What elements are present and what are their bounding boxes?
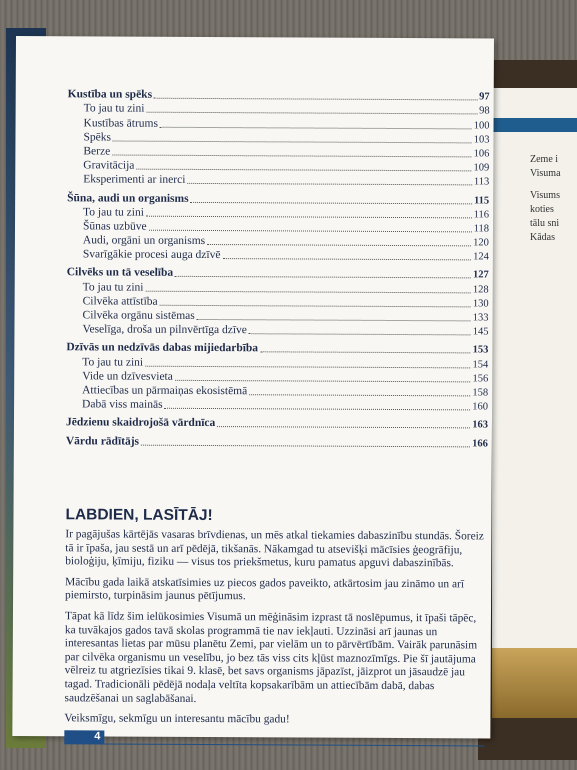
toc-label: Audi, orgāni un organisms bbox=[82, 234, 206, 248]
footer-rule bbox=[104, 743, 484, 746]
toc-leader-dots bbox=[260, 352, 471, 354]
right-page-line: koties bbox=[530, 204, 554, 215]
right-page-photo bbox=[492, 648, 577, 718]
toc-page-number: 124 bbox=[473, 251, 489, 263]
toc-label: Vide un dzīvesvieta bbox=[82, 370, 173, 383]
toc-label: To jau tu zini bbox=[82, 280, 144, 294]
toc-page-number: 106 bbox=[473, 148, 490, 160]
toc-leader-dots bbox=[112, 154, 471, 157]
toc-leader-dots bbox=[165, 408, 471, 411]
toc-leader-dots bbox=[160, 305, 471, 308]
toc-section bbox=[66, 415, 488, 431]
toc-leader-dots bbox=[249, 394, 470, 396]
right-page-accent-bar bbox=[492, 118, 577, 132]
toc-leader-dots bbox=[187, 183, 471, 185]
toc-leader-dots bbox=[146, 215, 472, 218]
paragraph: Mācību gada laikā atskatīsimies uz piecos gados paveikto, atkārtosim jau zināmo un arī piemirsto, turpināsim jaunus pētījumus. bbox=[65, 576, 465, 603]
toc-label: Cilvēka orgānu sistēmas bbox=[82, 309, 195, 322]
toc-page-number: 133 bbox=[472, 312, 489, 324]
toc-page-number: 113 bbox=[473, 176, 490, 188]
toc-label: Berze bbox=[83, 145, 111, 158]
toc-page-number: 109 bbox=[473, 162, 490, 174]
toc-page-number: 118 bbox=[473, 223, 490, 235]
toc-label: Dzīvās un nedzīvās dabas mijiedarbība bbox=[66, 341, 259, 355]
right-page-line: Zeme i bbox=[530, 154, 559, 165]
toc-page-number: 115 bbox=[473, 194, 490, 206]
greeting-body bbox=[64, 528, 485, 735]
toc-leader-dots bbox=[197, 319, 471, 321]
toc-leader-dots bbox=[154, 98, 477, 101]
toc-page-number: 103 bbox=[473, 134, 490, 146]
toc-leader-dots bbox=[149, 230, 472, 233]
toc-leader-dots bbox=[146, 112, 477, 115]
toc-label: Eksperimenti ar inerci bbox=[83, 173, 186, 187]
toc-leader-dots bbox=[222, 258, 471, 260]
toc-entry bbox=[67, 172, 489, 188]
toc-label: Dabā viss mainās bbox=[82, 398, 163, 411]
toc-page-number: 128 bbox=[472, 284, 489, 296]
toc-label: Šūnas uzbūve bbox=[82, 220, 147, 233]
toc-page-number: 158 bbox=[472, 387, 489, 399]
toc-label: Veselīga, droša un pilnvērtīga dzīve bbox=[82, 323, 247, 337]
toc-page-number: 127 bbox=[472, 269, 489, 281]
toc-leader-dots bbox=[249, 333, 471, 335]
toc-leader-dots bbox=[141, 444, 470, 447]
toc-label: Vārdu rādītājs bbox=[65, 434, 140, 448]
toc-page-number: 130 bbox=[472, 298, 489, 310]
toc-label: To jau tu zini bbox=[83, 102, 145, 116]
toc-label: Svarīgākie procesi auga dzīvē bbox=[82, 248, 221, 262]
toc-entry bbox=[67, 247, 489, 263]
toc-leader-dots bbox=[113, 140, 472, 143]
toc-leader-dots bbox=[136, 169, 471, 172]
page-number: 4 bbox=[64, 730, 104, 744]
toc-leader-dots bbox=[191, 201, 472, 203]
table-of-contents bbox=[66, 86, 490, 450]
toc-label: Kustība un spēks bbox=[67, 88, 153, 101]
paragraph: Veiksmīgu, sekmīgu un interesantu mācību gadu! bbox=[64, 712, 290, 726]
right-page-line: Visums bbox=[530, 190, 560, 201]
toc-page-number: 97 bbox=[479, 91, 490, 103]
toc-page-number: 154 bbox=[472, 358, 489, 371]
toc-label: Attiecības un pārmaiņas ekosistēmā bbox=[82, 384, 248, 398]
toc-entry bbox=[66, 322, 488, 338]
toc-page-number: 116 bbox=[473, 209, 490, 221]
toc-leader-dots bbox=[145, 365, 470, 368]
toc-page-number: 153 bbox=[472, 344, 489, 356]
toc-label: Jēdzienu skaidrojošā vārdnīca bbox=[65, 416, 216, 430]
toc-label: Cilvēka attīstība bbox=[82, 295, 158, 308]
toc-label: To jau tu zini bbox=[82, 355, 144, 369]
greeting-heading: LABDIEN, LASĪTĀJ! bbox=[65, 506, 213, 525]
toc-page-number: 120 bbox=[473, 237, 489, 249]
right-page-line: Visuma bbox=[530, 168, 561, 179]
toc-label: Kustības ātrums bbox=[83, 116, 159, 130]
toc-label: To jau tu zini bbox=[83, 206, 144, 219]
toc-leader-dots bbox=[207, 244, 471, 246]
toc-page-number: 100 bbox=[473, 119, 490, 132]
toc-leader-dots bbox=[175, 276, 471, 279]
paragraph: Ir pagājušas kārtējās vasaras brīvdienas, un mēs atkal tiekamies dabaszinību stundās. Šoreiz tā ir īpaša, jau sestā un arī pēdējā, tikšanās. Nākamgad tu atsevišķi mācīsies ģeogrāfiju, bioloģiju, ķīmiju, fiziku — visus tos priekšmetus, kuru pamatus apguvi dabaszinībās. bbox=[65, 528, 484, 570]
toc-section bbox=[66, 434, 488, 450]
toc-label: Spēks bbox=[83, 131, 111, 144]
right-page-line: Kādas bbox=[530, 232, 555, 243]
toc-page-number: 163 bbox=[472, 419, 488, 431]
toc-label: Šūna, audi un organisms bbox=[67, 191, 189, 205]
toc-entry bbox=[66, 397, 488, 413]
toc-leader-dots bbox=[146, 290, 471, 293]
book-page bbox=[12, 36, 494, 743]
toc-page-number: 145 bbox=[472, 326, 489, 338]
toc-leader-dots bbox=[175, 380, 471, 383]
right-page-content bbox=[492, 88, 577, 648]
toc-leader-dots bbox=[217, 426, 470, 428]
toc-label: Cilvēks un tā veselība bbox=[66, 266, 174, 280]
toc-page-number: 166 bbox=[472, 437, 488, 449]
paragraph: Tāpat kā līdz šim ielūkosimies Visumā un mēģināsim izprast tā noslēpumus, it īpaši tāpēc, ka tuvākajos gados tavā skolas programmā tie nav iekļauti. Uzzināsi arī jaunas un interesantas lietas par mūsu planētu Zemi, par vielām un to pārvērtībām. Vairāk parunāsim par cilvēka organismu un veselību, jo bez tās viss cits kļūst maznozīmīgs. Pie šī jautājuma vēlreiz tu atgriezīsies tikai 9. klasē, bet savs organisms jāpazīst, jāizprot un jāsaudzē jau tagad. Tradicionāli pēdējā nodaļa veltīta kopsakarībām un attiecībām dabā, dabas saudzēšanai un saglabāšanai. bbox=[64, 610, 478, 705]
toc-leader-dots bbox=[160, 126, 472, 129]
toc-page-number: 160 bbox=[472, 401, 489, 413]
toc-label: Gravitācija bbox=[83, 159, 135, 172]
right-page-line: tālu sni bbox=[530, 218, 560, 229]
toc-page-number: 156 bbox=[472, 373, 489, 385]
toc-page-number: 98 bbox=[479, 105, 490, 117]
